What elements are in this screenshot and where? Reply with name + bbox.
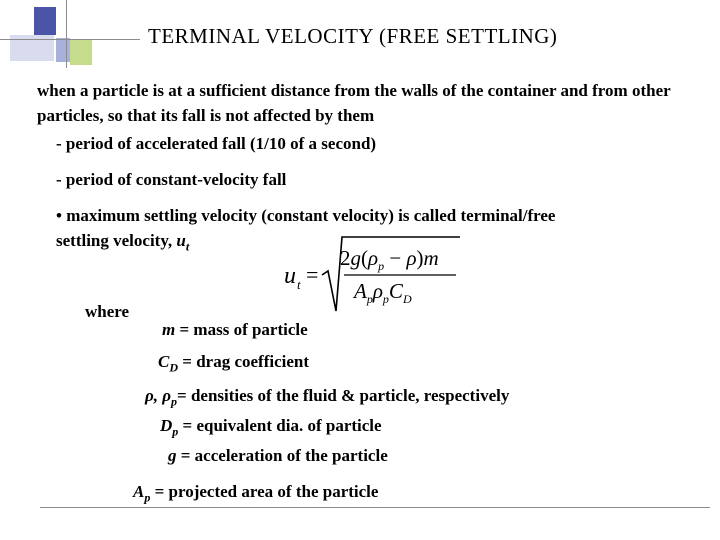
point-constant-velocity: - period of constant-velocity fall <box>56 170 287 189</box>
where-label: where <box>85 302 130 321</box>
formula-lhs: u <box>284 263 296 289</box>
def-densities: ρ, $\rho_p=$ densities of the fluid & particle, respectively <box>145 386 510 409</box>
page-title: TERMINAL VELOCITY (FREE SETTLING) <box>148 24 558 48</box>
decor-horizontal-line <box>0 39 140 40</box>
def-acceleration: g = acceleration of the particle <box>168 446 388 465</box>
point-terminal-velocity-line1: • maximum settling velocity (constant velocity) is called terminal/free <box>56 206 556 225</box>
decor-square-mid <box>56 38 70 62</box>
point-terminal-velocity-line2: settling velocity, $u_t$ <box>56 231 190 254</box>
formula-lhs-sub: t <box>297 277 301 292</box>
def-mass: m = mass of particle <box>162 320 308 339</box>
def-drag-coefficient: $C_D$ = drag coefficient <box>158 352 310 375</box>
decor-square-green <box>70 40 92 65</box>
intro-paragraph: when a particle is at a sufficient distance from the walls of the container and from other particles, so that its fall is not affected by them <box>37 81 671 125</box>
decor-square-dark <box>34 7 56 35</box>
point-accelerated-fall: - period of accelerated fall (1/10 of a second) <box>56 134 377 153</box>
decor-vertical-line <box>66 0 67 68</box>
def-projected-area: $A_p$ = projected area of the particle <box>133 482 379 505</box>
terminal-velocity-formula <box>282 233 462 317</box>
formula-equals: = <box>306 262 319 287</box>
formula-numerator: $2g(\rho_p - \rho)m$ <box>340 246 439 273</box>
bottom-rule <box>40 507 710 508</box>
def-diameter: $D_p$ = equivalent dia. of particle <box>160 416 382 439</box>
formula-denominator: $A_p\rho_pC_D$ <box>354 279 412 306</box>
